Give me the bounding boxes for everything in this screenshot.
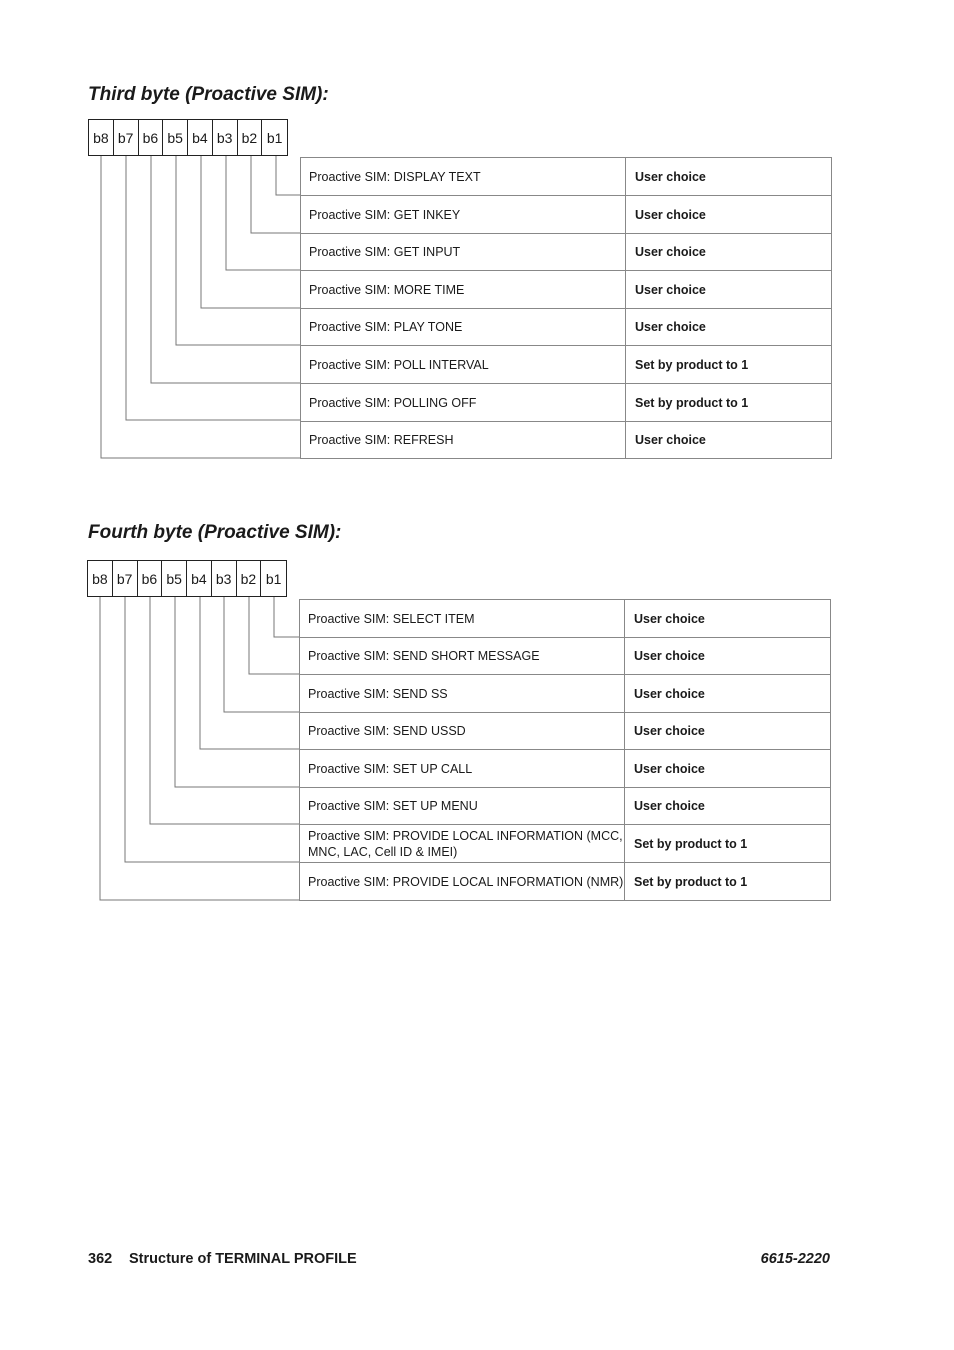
bit-function: Proactive SIM: MORE TIME [300,271,626,308]
bit-label: b7 [114,120,139,155]
bit-function: Proactive SIM: DISPLAY TEXT [300,158,626,195]
bit-label: b2 [238,120,263,155]
bit-function: Proactive SIM: SEND USSD [299,713,625,749]
bit-function: Proactive SIM: PROVIDE LOCAL INFORMATION (MCC, MNC, LAC, Cell ID & IMEI) [299,825,625,862]
bit-setting: User choice [635,245,706,259]
bit-function: Proactive SIM: GET INKEY [300,196,626,233]
bit-label: b4 [187,561,212,596]
bit-label: b1 [265,570,282,587]
bit-label: b7 [113,561,138,596]
section-heading-third-byte: Third byte (Proactive SIM): [88,84,329,105]
bit-setting: User choice [634,649,705,663]
bit-setting: User choice [634,611,705,626]
bit-label: b3 [212,561,237,596]
bit-setting: User choice [634,761,705,776]
bit-function: Proactive SIM: POLLING OFF [300,384,626,421]
bit-function: Proactive SIM: PLAY TONE [300,309,626,345]
page-number: 362 [88,1251,113,1267]
bit-function: Proactive SIM: SET UP MENU [299,788,625,824]
bit-setting: User choice [634,799,705,813]
footer-title-prefix: Structure of [129,1251,216,1267]
bit-setting: User choice [635,320,706,334]
bit-label: b5 [162,561,187,596]
bit-label: b8 [89,120,114,155]
bit-setting: Set by product to 1 [635,357,749,372]
bit-setting: User choice [635,207,706,222]
bit-setting: User choice [634,724,705,738]
bit-label: b2 [237,561,262,596]
bit-function: Proactive SIM: SELECT ITEM [299,600,625,637]
bit-setting: User choice [635,433,706,447]
footer-title-main: TERMINAL PROFILE [215,1251,357,1267]
bit-function: Proactive SIM: POLL INTERVAL [300,346,626,383]
bit-setting: User choice [635,282,706,297]
bit-label: b6 [139,120,164,155]
section-heading-fourth-byte: Fourth byte (Proactive SIM): [88,522,342,543]
bit-function: Proactive SIM: SET UP CALL [299,750,625,787]
bit-function: Proactive SIM: SEND SS [299,675,625,712]
bit-label: b5 [163,120,188,155]
document-id: 6615-2220 [760,1251,830,1267]
bit-label: b8 [88,561,113,596]
bit-label: b1 [266,129,283,146]
bit-function: Proactive SIM: PROVIDE LOCAL INFORMATION (NMR) [299,863,625,900]
bit-setting: Set by product to 1 [635,395,749,410]
bit-setting: Set by product to 1 [634,874,748,889]
bit-function: Proactive SIM: SEND SHORT MESSAGE [299,638,625,674]
bit-function: Proactive SIM: REFRESH [300,422,626,458]
footer-title [129,1251,357,1267]
bit-setting: User choice [634,686,705,701]
bit-setting: User choice [635,169,706,184]
bit-label: b3 [213,120,238,155]
bit-setting: Set by product to 1 [634,836,748,851]
bit-label: b6 [138,561,163,596]
bit-label: b4 [188,120,213,155]
bit-function: Proactive SIM: GET INPUT [300,234,626,270]
